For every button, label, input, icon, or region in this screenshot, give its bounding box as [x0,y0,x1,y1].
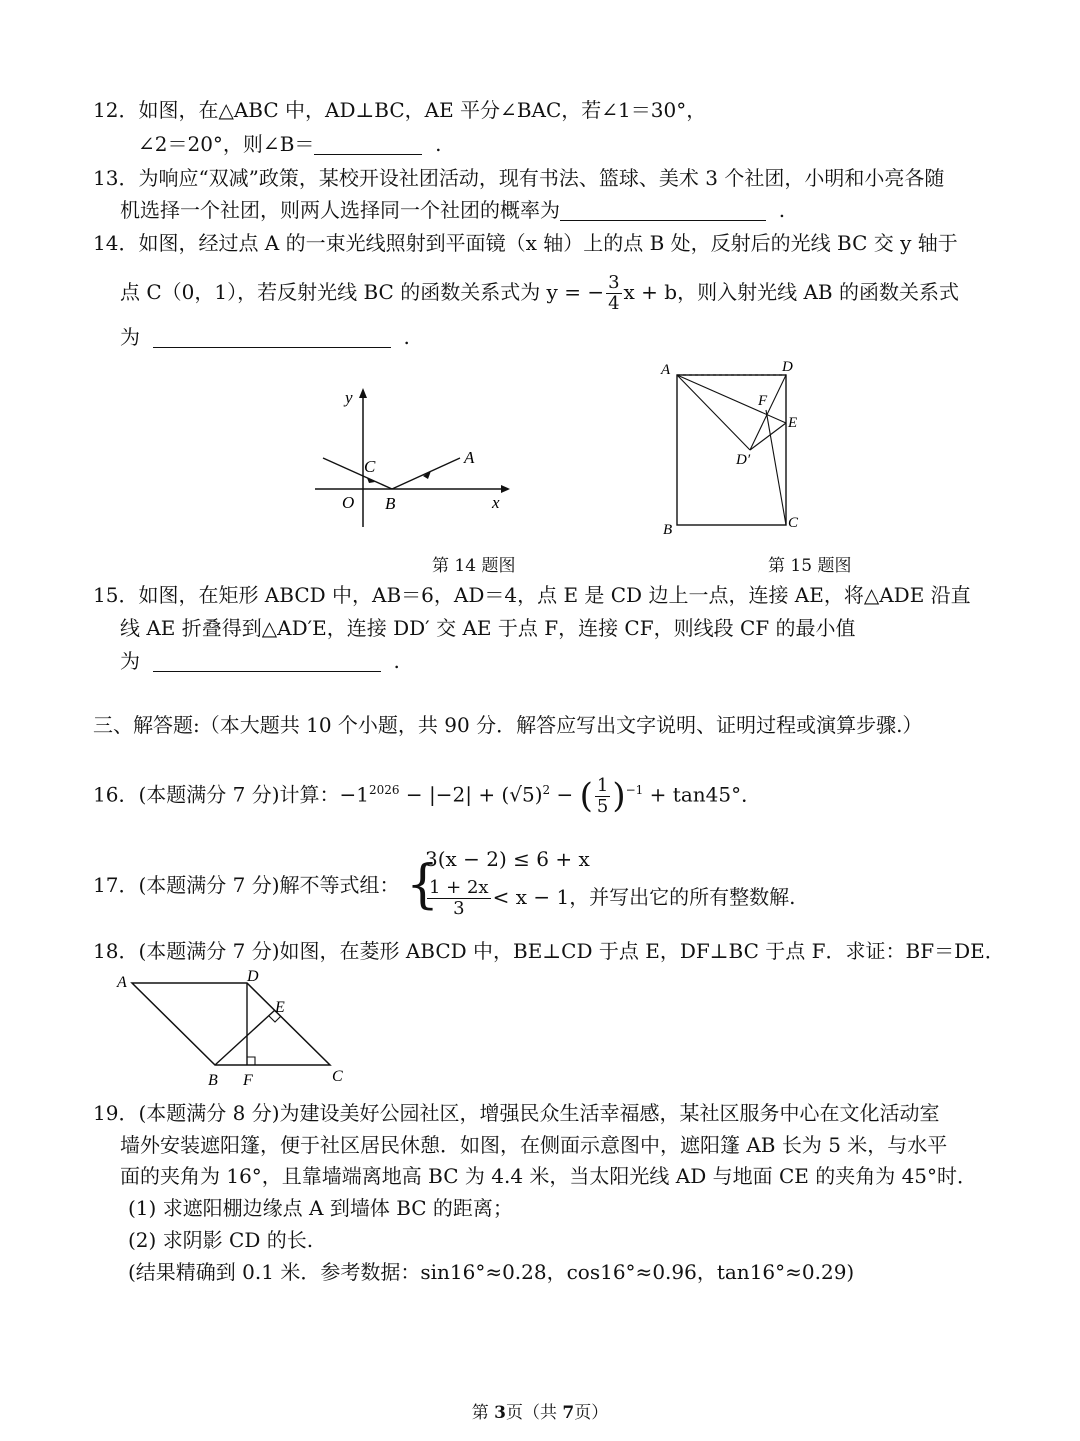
q17-ineq1: 3(x − 2) ≤ 6 + x [425,847,590,871]
fig15-ad-prime [677,375,750,450]
fig14-label-y: y [345,388,353,407]
fig15-label-d: D [782,359,793,375]
q14-wei: 为 [120,325,140,349]
q12-text: ∠2＝20°，则∠B＝ [138,132,315,156]
q19-line2: 墙外安装遮阳篷，便于社区居民休憩．如图，在侧面示意图中，遮阳篷 AB 长为 5 米，与水平 [120,1133,948,1157]
q14-period: . [403,325,410,349]
page-footer [0,1398,1080,1423]
fig14-incident-ray [392,458,460,489]
footer-mid: 页（共 [506,1403,563,1423]
q16-term4: + tan45°． [643,782,762,807]
q14-fraction [606,273,621,314]
q14-frac-den: 4 [608,293,620,314]
fig14-x-arrow [501,485,510,493]
q19-sub2: (2) 求阴影 CD 的长. [128,1228,314,1252]
q14-text-a: 点 C（0，1），若反射光线 BC 的函数关系式为 y = − [120,280,605,304]
fig14-label-a: A [464,448,475,467]
footer-page-number: 3 [494,1403,506,1423]
q16-fraction [595,776,610,817]
q19-sub1: (1) 求遮阳棚边缘点 A 到墙体 BC 的距离； [128,1196,513,1220]
q15-answer-blank[interactable] [153,651,381,672]
fig14-label-c: C [364,457,376,476]
q12-answer-blank[interactable] [314,134,422,155]
q17-suffix: ，并写出它的所有整数解. [569,885,796,909]
figure-18 [112,968,357,1093]
q17-brace: { [406,855,440,915]
fig18-rhombus [132,983,330,1065]
figure-14 [305,382,515,532]
q15-line2: 线 AE 折叠得到△AD′E，连接 DD′ 交 AE 于点 F，连接 CF，则线段 CF 的最小值 [120,616,856,640]
q14-frac-num: 3 [608,272,620,293]
fig18-be [215,1010,275,1065]
fig18-right-angle-f [247,1057,255,1065]
fig18-label-f: F [243,1072,253,1089]
q14-text-b: x + b，则入射光线 AB 的函数关系式 [623,280,959,304]
fig14-y-arrow [359,388,367,398]
fig15-ae [677,375,786,423]
fig14-label-o: O [342,493,355,512]
q16-term3: − [550,782,580,807]
q14-line2 [120,270,959,314]
q15-line1: 15．如图，在矩形 ABCD 中，AB＝6，AD＝4，点 E 是 CD 边上一点，连接 AE，将△ADE 沿直 [93,583,971,607]
fig15-rectangle [677,375,786,525]
figure-15 [655,357,815,542]
q14-line3 [120,324,410,350]
q15-wei: 为 [120,649,140,673]
footer-total-pages: 7 [562,1403,575,1423]
q12-period: . [435,132,442,156]
fig14-reflected-ray [323,458,392,489]
fig15-d-prime-e [750,423,786,450]
q13-text: 机选择一个社团，则两人选择同一个社团的概率为 [120,198,560,222]
fig18-label-e: E [275,999,285,1016]
q17-fraction [427,878,491,919]
fig14-label-b: B [385,494,396,513]
fig15-label-f: F [758,393,768,409]
fig18-right-angle-e [269,1016,281,1022]
q13-period: . [778,198,786,222]
q19-line1: 19．(本题满分 8 分)为建设美好公园社区，增强民众生活幸福感，某社区服务中心在文化活动室 [93,1101,940,1125]
fig14-label-x: x [492,493,500,512]
q13-line2 [120,197,785,223]
fig15-cf [766,410,786,525]
q19-note: (结果精确到 0.1 米．参考数据：sin16°≈0.28，cos16°≈0.96，tan16°≈0.29) [128,1260,855,1284]
q17-ineq2 [425,872,796,922]
q16-term1: −1 [339,782,369,807]
q17-frac-den: 3 [453,898,465,919]
q13-answer-blank[interactable] [560,200,766,221]
q12-line1: 12．如图，在△ABC 中，AD⊥BC，AE 平分∠BAC，若∠1＝30°， [93,98,707,122]
fig15-label-b: B [663,522,673,538]
q16-line [93,770,761,817]
q16-frac-num: 1 [596,774,609,796]
q13-line1: 13．为响应“双减”政策，某校开设社团活动，现有书法、篮球、美术 3 个社团，小明和小亮各随 [93,166,945,190]
fig15-label-d-prime: D′ [736,452,751,468]
footer-pre: 第 [471,1403,495,1423]
q15-period: . [393,649,400,673]
fig15-label-c: C [788,515,799,531]
q16-exp1: 2026 [368,783,400,797]
q14-answer-blank[interactable] [153,327,391,348]
fig15-dd-prime [750,375,786,450]
q16-frac-den: 5 [596,795,609,817]
q16-term2: − |−2| + (√5) [399,782,543,807]
q17-ineq2-rhs: < x − 1 [492,885,570,909]
q16-exp3: −1 [625,783,644,797]
fig18-label-b: B [208,1072,218,1089]
fig15-label-a: A [661,362,671,378]
fig15-caption: 第 15 题图 [768,556,852,576]
q15-line3 [120,648,400,674]
q17-frac-num: 1 + 2x [429,877,489,898]
fig14-caption: 第 14 题图 [432,556,516,576]
q17-prefix: 17．(本题满分 7 分)解不等式组： [93,873,400,897]
q16-exp2: 2 [542,783,551,797]
q12-line2 [138,131,441,157]
q18-line1: 18．(本题满分 7 分)如图，在菱形 ABCD 中，BE⊥CD 于点 E，DF⊥BC 于点 F．求证：BF＝DE． [93,939,1005,963]
q19-line3: 面的夹角为 16°，且靠墙端离地高 BC 为 4.4 米，当太阳光线 AD 与地面 CE 的夹角为 45°时． [120,1164,978,1188]
fig18-label-c: C [332,1068,343,1085]
q16-paren-left: ( [579,776,593,817]
q16-prefix: 16．(本题满分 7 分)计算： [93,782,340,807]
q14-line1: 14．如图，经过点 A 的一束光线照射到平面镜（x 轴）上的点 B 处，反射后的光线 BC 交 y 轴于 [93,231,958,255]
fig18-label-d: D [247,968,259,985]
fig15-label-e: E [788,415,798,431]
footer-post: 页） [574,1403,609,1423]
q16-paren-right: ) [612,776,626,817]
section-3-heading: 三、解答题:（本大题共 10 个小题，共 90 分．解答应写出文字说明、证明过程或演算步骤.） [93,713,923,737]
fig18-label-a: A [117,974,127,991]
